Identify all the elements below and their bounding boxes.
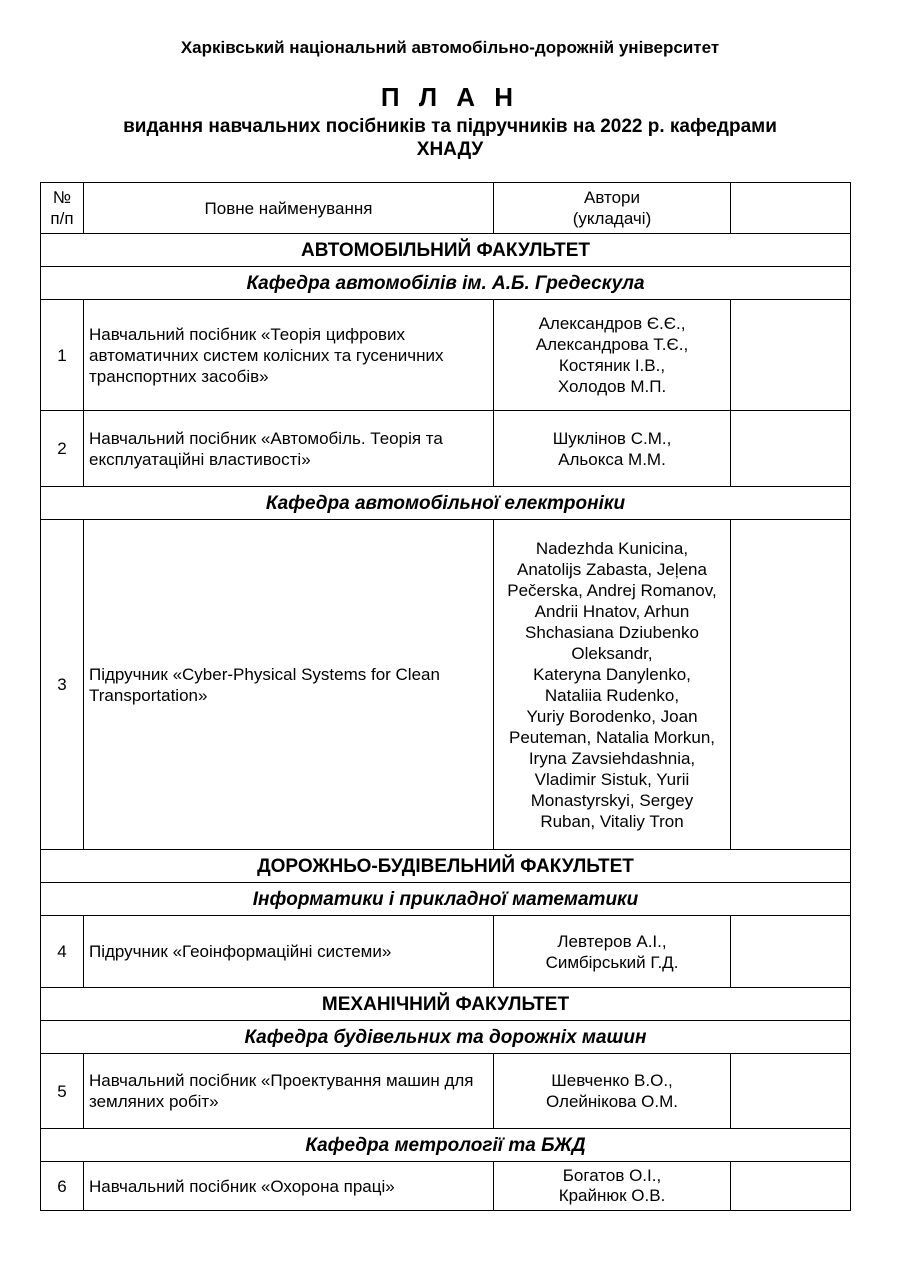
header-authors-line: Автори xyxy=(584,188,640,207)
item-extra xyxy=(731,1162,851,1211)
item-title: Навчальний посібник «Проектування машин для земляних робіт» xyxy=(84,1054,494,1129)
author-line: Олейнікова О.М. xyxy=(546,1092,678,1111)
header-number-line: № xyxy=(52,188,72,207)
author-line: Monastyrskyi, Sergey xyxy=(530,790,694,810)
item-number: 3 xyxy=(41,520,84,850)
item-authors xyxy=(494,411,731,487)
author-line: Peuteman, Natalia Morkun, xyxy=(509,727,715,747)
item-authors xyxy=(494,1162,731,1211)
plan-table xyxy=(40,182,851,1211)
header-number xyxy=(41,183,84,234)
department-name: Кафедра будівельних та дорожніх машин xyxy=(41,1021,851,1054)
item-extra xyxy=(731,520,851,850)
author-line: Симбірський Г.Д. xyxy=(545,952,679,972)
author-line: Александрова Т.Є., xyxy=(535,335,689,354)
department-row xyxy=(41,487,851,520)
item-number: 6 xyxy=(41,1162,84,1211)
item-number: 2 xyxy=(41,411,84,487)
author-line: Шевченко В.О., xyxy=(551,1071,673,1090)
author-line: Yuriy Borodenko, Joan xyxy=(526,706,698,726)
table-row xyxy=(41,1162,851,1211)
author-line: Левтеров А.І., xyxy=(557,931,667,951)
item-title: Навчальний посібник «Автомобіль. Теорія та експлуатаційні властивості» xyxy=(84,411,494,487)
header-extra xyxy=(731,183,851,234)
author-line: Богатов О.І., xyxy=(562,1166,662,1185)
item-number: 5 xyxy=(41,1054,84,1129)
author-line: Nadezhda Kunicina, xyxy=(535,538,689,558)
plan-subtitle xyxy=(40,115,860,161)
author-line: Крайнюк О.В. xyxy=(558,1186,666,1205)
author-line: Nataliia Rudenko, xyxy=(544,685,680,705)
item-number: 4 xyxy=(41,916,84,988)
header-full-name: Повне найменування xyxy=(84,183,494,234)
item-title: Навчальний посібник «Теорія цифрових автоматичних систем колісних та гусеничних транспортних засобів» xyxy=(84,300,494,411)
department-name: Кафедра автомобілів ім. А.Б. Гредескула xyxy=(41,267,851,300)
author-line: Ruban, Vitaliy Tron xyxy=(540,811,684,831)
author-line: Альокса М.М. xyxy=(558,449,666,469)
faculty-row xyxy=(41,234,851,267)
item-authors xyxy=(494,520,731,850)
author-line: Shchasiana Dziubenko xyxy=(525,622,699,642)
item-number: 1 xyxy=(41,300,84,411)
table-row xyxy=(41,411,851,487)
table-row xyxy=(41,1054,851,1129)
header-number-line: п/п xyxy=(50,209,74,228)
department-row xyxy=(41,1021,851,1054)
author-line: Kateryna Danylenko, xyxy=(533,664,691,684)
item-title: Навчальний посібник «Охорона праці» xyxy=(84,1162,494,1211)
author-line: Pečerska, Andrej Romanov, xyxy=(507,580,717,600)
item-extra xyxy=(731,916,851,988)
author-line: Холодов М.П. xyxy=(557,377,667,396)
item-extra xyxy=(731,300,851,411)
plan-subtitle-line: ХНАДУ xyxy=(416,139,484,160)
author-line: Andrii Hnatov, Arhun xyxy=(534,601,690,621)
table-header-row xyxy=(41,183,851,234)
item-authors xyxy=(494,1054,731,1129)
table-row xyxy=(41,916,851,988)
plan-title: П Л А Н xyxy=(380,82,520,112)
author-line: Костяник І.В., xyxy=(558,356,666,375)
department-name: Кафедра автомобільної електроніки xyxy=(41,487,851,520)
university-name: Харківський національний автомобільно-дорожній університет xyxy=(180,38,720,57)
item-authors xyxy=(494,300,731,411)
item-authors xyxy=(494,916,731,988)
department-row xyxy=(41,267,851,300)
author-line: Vladimir Sistuk, Yurii xyxy=(534,769,690,789)
author-line: Anatolijs Zabasta, Jeļena xyxy=(517,559,707,579)
item-extra xyxy=(731,411,851,487)
faculty-row xyxy=(41,850,851,883)
header-authors xyxy=(494,183,731,234)
department-row xyxy=(41,883,851,916)
plan-subtitle-line: видання навчальних посібників та підручників на 2022 р. кафедрами xyxy=(123,116,777,137)
faculty-row xyxy=(41,988,851,1021)
department-row xyxy=(41,1129,851,1162)
item-extra xyxy=(731,1054,851,1129)
department-name: Кафедра метрології та БЖД xyxy=(41,1129,851,1162)
faculty-name: ДОРОЖНЬО-БУДІВЕЛЬНИЙ ФАКУЛЬТЕТ xyxy=(41,850,851,883)
table-row xyxy=(41,300,851,411)
author-line: Шуклінов С.М., xyxy=(552,428,672,448)
faculty-name: АВТОМОБІЛЬНИЙ ФАКУЛЬТЕТ xyxy=(41,234,851,267)
department-name: Інформатики і прикладної математики xyxy=(41,883,851,916)
author-line: Iryna Zavsiehdashnia, xyxy=(528,748,696,768)
table-row xyxy=(41,520,851,850)
faculty-name: МЕХАНІЧНИЙ ФАКУЛЬТЕТ xyxy=(41,988,851,1021)
author-line: Александров Є.Є., xyxy=(538,314,686,333)
author-line: Oleksandr, xyxy=(571,643,653,663)
header-authors-line: (укладачі) xyxy=(572,209,652,228)
item-title: Підручник «Cyber-Physical Systems for Clean Transportation» xyxy=(84,520,494,850)
item-title: Підручник «Геоінформаційні системи» xyxy=(84,916,494,988)
